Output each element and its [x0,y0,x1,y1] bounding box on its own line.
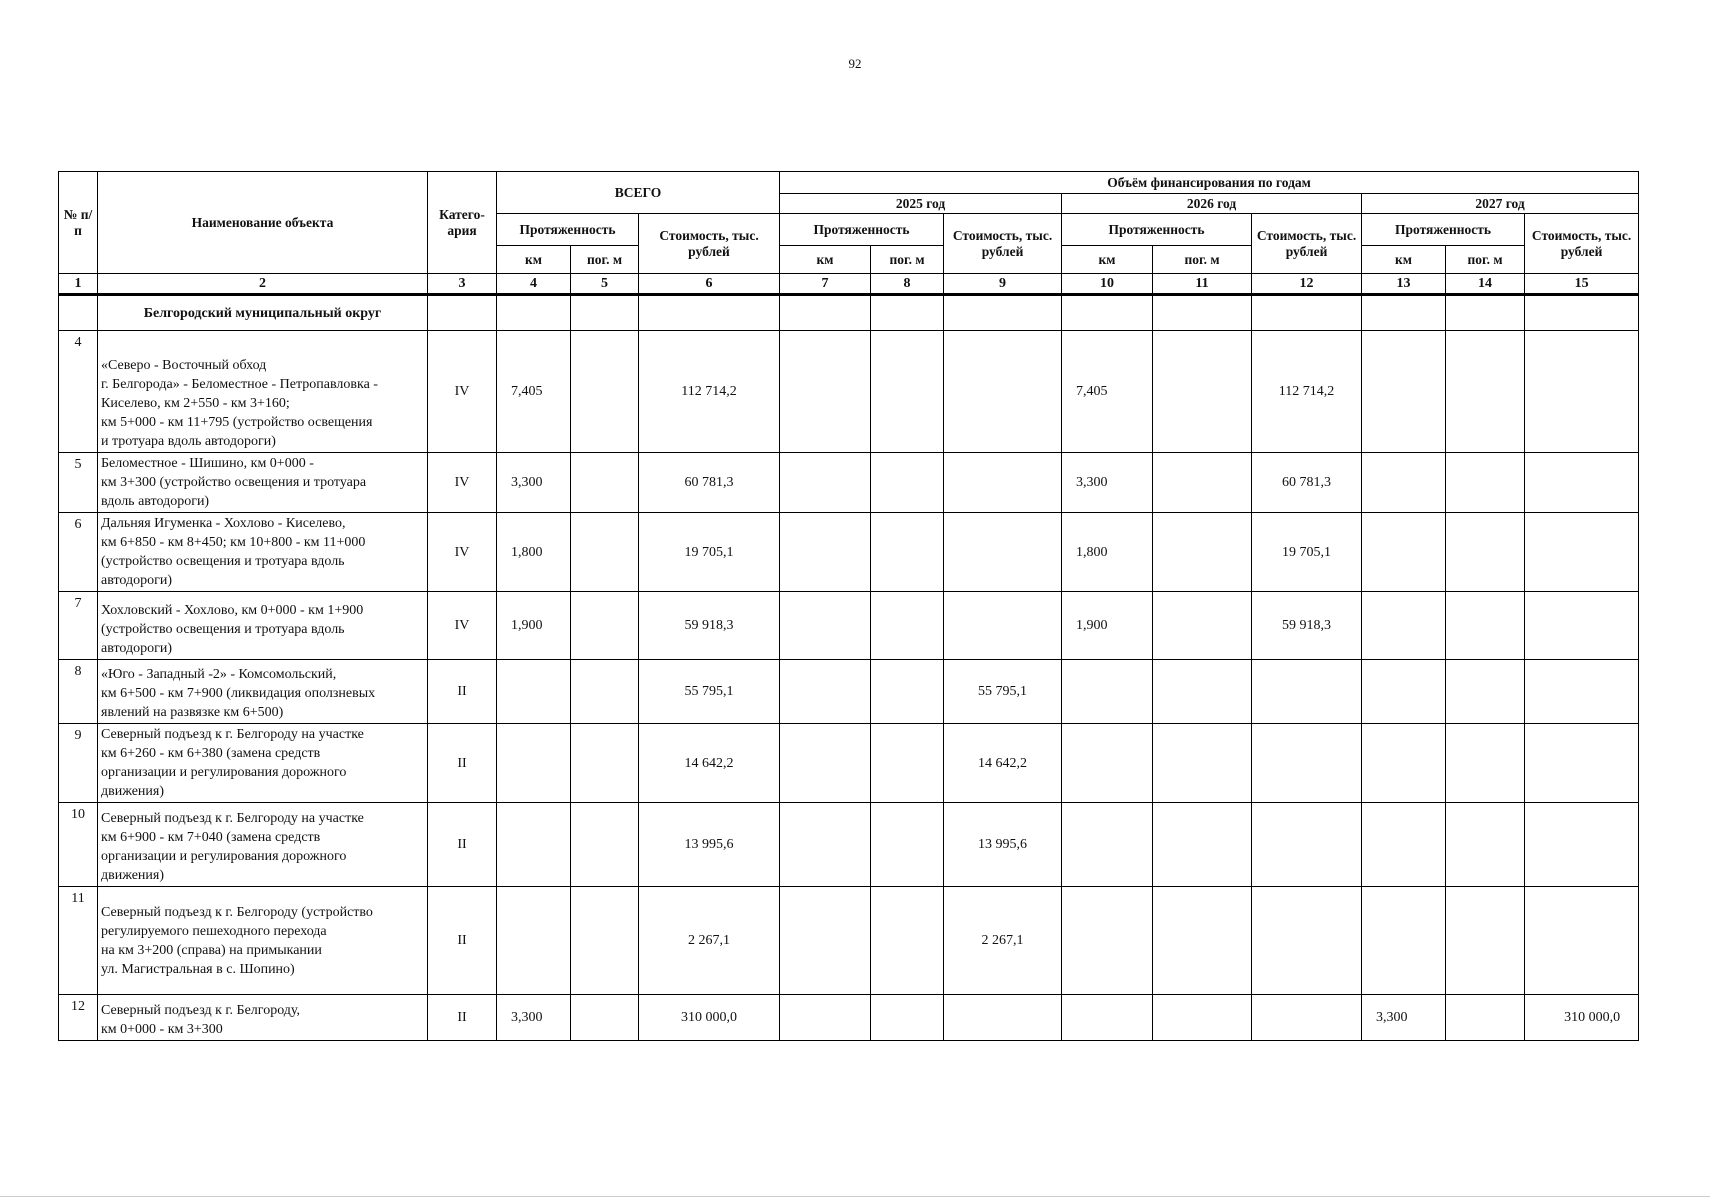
header-year-2027: 2027 год [1362,194,1639,214]
y2027-cost-cell [1525,803,1639,887]
total-cost-cell: 19 705,1 [639,513,780,592]
total-cost-cell: 310 000,0 [639,995,780,1041]
total-cost-cell: 112 714,2 [639,331,780,453]
total-pogm-cell [571,995,639,1041]
y2025-cost-cell [944,331,1062,453]
object-category: IV [428,513,497,592]
y2026-pogm-cell [1153,660,1252,724]
y2025-pogm-cell [871,331,944,453]
y2025-km-cell [780,803,871,887]
row-number: 9 [59,724,98,803]
y2026-km-cell: 1,800 [1062,513,1153,592]
column-number: 11 [1153,274,1252,295]
total-cost-cell: 13 995,6 [639,803,780,887]
y2026-km-cell [1062,887,1153,995]
y2025-km-cell [780,331,871,453]
financing-table [58,171,1639,1041]
row-number: 10 [59,803,98,887]
y2026-km-cell: 1,900 [1062,592,1153,660]
total-cost-cell: 2 267,1 [639,887,780,995]
y2027-cost-cell [1525,331,1639,453]
total-pogm-cell [571,724,639,803]
total-pogm-cell [571,513,639,592]
y2027-pogm-cell [1446,803,1525,887]
column-number: 6 [639,274,780,295]
header-2027-pogm: пог. м [1446,246,1525,274]
y2025-pogm-cell [871,592,944,660]
header-total-length: Протяженность [497,214,639,246]
object-name: Северный подъезд к г. Белгороду на участке км 6+900 - км 7+040 (замена средств организации и регулирования дорожного движения) [98,803,428,887]
y2025-km-cell [780,724,871,803]
y2025-km-cell [780,995,871,1041]
y2026-km-cell [1062,660,1153,724]
y2025-cost-cell [944,592,1062,660]
y2027-km-cell [1362,453,1446,513]
y2025-pogm-cell [871,453,944,513]
object-name: Северный подъезд к г. Белгороду, км 0+000 - км 3+300 [98,995,428,1041]
column-number: 1 [59,274,98,295]
page-edge-line [0,1196,1710,1197]
total-km-cell: 7,405 [497,331,571,453]
y2026-pogm-cell [1153,724,1252,803]
header-2025-length: Протяженность [780,214,944,246]
y2025-pogm-cell [871,660,944,724]
object-name: «Юго - Западный -2» - Комсомольский, км 6+500 - км 7+900 (ликвидация оползневых явлений на развязке км 6+500) [98,660,428,724]
y2027-pogm-cell [1446,660,1525,724]
row-number: 6 [59,513,98,592]
object-category: IV [428,453,497,513]
table-row [59,513,1639,592]
section-row [59,295,1639,331]
column-number: 12 [1252,274,1362,295]
y2025-pogm-cell [871,513,944,592]
header-2025-cost: Стоимость, тыс. рублей [944,214,1062,274]
y2026-km-cell [1062,724,1153,803]
y2027-cost-cell [1525,592,1639,660]
y2026-pogm-cell [1153,803,1252,887]
column-number: 13 [1362,274,1446,295]
y2026-pogm-cell [1153,331,1252,453]
header-total-pogm: пог. м [571,246,639,274]
row-number: 7 [59,592,98,660]
header-total: ВСЕГО [497,172,780,214]
column-number: 10 [1062,274,1153,295]
y2027-km-cell [1362,660,1446,724]
y2027-km-cell [1362,803,1446,887]
y2027-pogm-cell [1446,724,1525,803]
header-name: Наименование объекта [98,172,428,274]
total-km-cell [497,803,571,887]
y2026-km-cell [1062,803,1153,887]
object-category: II [428,660,497,724]
y2027-km-cell: 3,300 [1362,995,1446,1041]
y2025-pogm-cell [871,995,944,1041]
y2026-cost-cell: 112 714,2 [1252,331,1362,453]
y2025-km-cell [780,592,871,660]
header-year-2025: 2025 год [780,194,1062,214]
y2027-pogm-cell [1446,331,1525,453]
column-number: 5 [571,274,639,295]
total-km-cell: 3,300 [497,453,571,513]
y2027-km-cell [1362,887,1446,995]
total-cost-cell: 55 795,1 [639,660,780,724]
y2025-km-cell [780,887,871,995]
table-row [59,995,1639,1041]
row-number: 8 [59,660,98,724]
object-name: «Северо - Восточный обход г. Белгорода» - Беломестное - Петропавловка - Киселево, км 2+550 - км 3+160; км 5+000 - км 11+795 (устройство освещения и тротуара вдоль автодороги) [98,331,428,453]
header-2025-km: км [780,246,871,274]
total-pogm-cell [571,331,639,453]
total-km-cell: 3,300 [497,995,571,1041]
section-title: Белгородский муниципальный округ [98,295,428,331]
y2027-cost-cell [1525,724,1639,803]
y2025-pogm-cell [871,887,944,995]
header-2027-length: Протяженность [1362,214,1525,246]
total-cost-cell: 59 918,3 [639,592,780,660]
object-name: Северный подъезд к г. Белгороду (устройство регулируемого пешеходного перехода на км 3+200 (справа) на примыкании ул. Магистральная в с. Шопино) [98,887,428,995]
total-pogm-cell [571,453,639,513]
column-number: 14 [1446,274,1525,295]
y2026-cost-cell: 59 918,3 [1252,592,1362,660]
header-financing: Объём финансирования по годам [780,172,1639,194]
y2026-pogm-cell [1153,995,1252,1041]
y2027-cost-cell [1525,453,1639,513]
y2027-cost-cell [1525,513,1639,592]
y2025-km-cell [780,453,871,513]
y2027-pogm-cell [1446,995,1525,1041]
total-cost-cell: 60 781,3 [639,453,780,513]
y2026-pogm-cell [1153,887,1252,995]
header-category: Катего-ария [428,172,497,274]
header-total-km: км [497,246,571,274]
y2026-km-cell [1062,995,1153,1041]
object-category: II [428,724,497,803]
total-km-cell: 1,900 [497,592,571,660]
y2025-pogm-cell [871,803,944,887]
y2027-cost-cell [1525,660,1639,724]
row-number: 5 [59,453,98,513]
column-number: 2 [98,274,428,295]
column-number-row [59,274,1639,295]
object-name: Дальняя Игуменка - Хохлово - Киселево, км 6+850 - км 8+450; км 10+800 - км 11+000 (устройство освещения и тротуара вдоль автодороги) [98,513,428,592]
total-pogm-cell [571,803,639,887]
object-category: II [428,995,497,1041]
y2026-cost-cell [1252,995,1362,1041]
header-2026-length: Протяженность [1062,214,1252,246]
header-year-2026: 2026 год [1062,194,1362,214]
table-header [59,172,1639,274]
y2025-cost-cell: 14 642,2 [944,724,1062,803]
y2026-km-cell: 7,405 [1062,331,1153,453]
y2026-cost-cell [1252,887,1362,995]
y2025-pogm-cell [871,724,944,803]
y2026-pogm-cell [1153,592,1252,660]
header-total-cost: Стоимость, тыс. рублей [639,214,780,274]
total-pogm-cell [571,592,639,660]
object-name: Беломестное - Шишино, км 0+000 - км 3+300 (устройство освещения и тротуара вдоль автодороги) [98,453,428,513]
y2027-cost-cell: 310 000,0 [1525,995,1639,1041]
total-km-cell [497,887,571,995]
y2027-km-cell [1362,724,1446,803]
header-2026-pogm: пог. м [1153,246,1252,274]
table-row [59,803,1639,887]
y2026-cost-cell [1252,803,1362,887]
y2027-pogm-cell [1446,592,1525,660]
total-cost-cell: 14 642,2 [639,724,780,803]
header-2027-km: км [1362,246,1446,274]
y2027-km-cell [1362,331,1446,453]
table-row [59,660,1639,724]
table-row [59,453,1639,513]
object-category: II [428,803,497,887]
total-pogm-cell [571,660,639,724]
y2027-km-cell [1362,513,1446,592]
y2026-pogm-cell [1153,453,1252,513]
y2025-cost-cell [944,513,1062,592]
y2027-pogm-cell [1446,887,1525,995]
y2025-cost-cell [944,995,1062,1041]
column-number: 15 [1525,274,1639,295]
table-row [59,724,1639,803]
table-row [59,592,1639,660]
total-km-cell: 1,800 [497,513,571,592]
header-num: № п/п [59,172,98,274]
table-row [59,331,1639,453]
column-number: 8 [871,274,944,295]
data-rows [59,331,1639,1041]
row-number: 12 [59,995,98,1041]
column-number: 3 [428,274,497,295]
y2027-pogm-cell [1446,513,1525,592]
y2027-cost-cell [1525,887,1639,995]
y2025-km-cell [780,513,871,592]
column-number: 7 [780,274,871,295]
y2026-cost-cell: 60 781,3 [1252,453,1362,513]
row-number: 11 [59,887,98,995]
y2026-km-cell: 3,300 [1062,453,1153,513]
header-2025-pogm: пог. м [871,246,944,274]
total-km-cell [497,660,571,724]
row-number: 4 [59,331,98,453]
column-number: 9 [944,274,1062,295]
object-category: II [428,887,497,995]
total-km-cell [497,724,571,803]
y2026-cost-cell [1252,660,1362,724]
y2025-cost-cell: 2 267,1 [944,887,1062,995]
table-body [59,274,1639,331]
object-category: IV [428,331,497,453]
y2025-cost-cell: 55 795,1 [944,660,1062,724]
page-number: 92 [848,56,862,71]
y2027-km-cell [1362,592,1446,660]
y2025-km-cell [780,660,871,724]
object-category: IV [428,592,497,660]
header-2026-cost: Стоимость, тыс. рублей [1252,214,1362,274]
table-row [59,887,1639,995]
y2025-cost-cell [944,453,1062,513]
header-2027-cost: Стоимость, тыс. рублей [1525,214,1639,274]
y2027-pogm-cell [1446,453,1525,513]
header-2026-km: км [1062,246,1153,274]
y2025-cost-cell: 13 995,6 [944,803,1062,887]
object-name: Хохловский - Хохлово, км 0+000 - км 1+900 (устройство освещения и тротуара вдоль автодороги) [98,592,428,660]
y2026-cost-cell: 19 705,1 [1252,513,1362,592]
y2026-cost-cell [1252,724,1362,803]
object-name: Северный подъезд к г. Белгороду на участке км 6+260 - км 6+380 (замена средств организации и регулирования дорожного движения) [98,724,428,803]
column-number: 4 [497,274,571,295]
total-pogm-cell [571,887,639,995]
y2026-pogm-cell [1153,513,1252,592]
